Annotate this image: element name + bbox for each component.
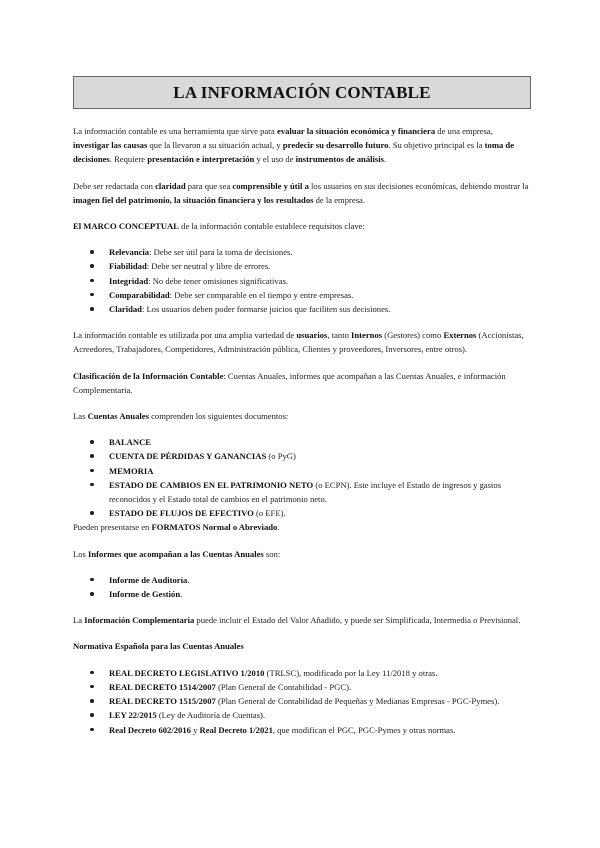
text: : Debe ser comparable en el tiempo y entre empresas. [169, 289, 354, 300]
text: , que modifican el PGC, PGC-Pymes y otras normas. [272, 724, 456, 735]
text: Los [73, 548, 89, 559]
bold-text: CUENTA DE PÉRDIDAS Y GANANCIAS [109, 451, 267, 462]
list-item [73, 464, 531, 478]
bold-text: REAL DECRETO 1515/2007 [109, 696, 216, 707]
text: (Plan General de Contabilidad de Pequeñas y Medianas Empresas - PGC-Pymes). [215, 696, 500, 707]
text: de una empresa, [435, 126, 493, 136]
bold-text: REAL DECRETO LEGISLATIVO 1/2010 [109, 667, 265, 678]
paragraph-complementaria [73, 613, 531, 627]
bold-text: Informes que acompañan a las Cuentas Anuales [88, 548, 264, 559]
text: (Accionistas, Acreedores, Trabajadores, Competidores, Administración pública, Clientes y proveedores, Inversores, entre otros). [73, 330, 524, 355]
bold-text: Clasificación de la Información Contable [73, 370, 224, 381]
list-documentos [73, 435, 531, 520]
text: los usuarios en sus decisiones económicas, debiendo mostrar la [308, 180, 529, 191]
document-page [73, 76, 531, 737]
text: Debe ser redactada con [73, 180, 156, 191]
bold-text: comprensible y útil a [232, 180, 309, 191]
bold-text: MEMORIA [109, 465, 154, 476]
text: : Los usuarios deben poder formarse juicios que faciliten sus decisiones. [141, 304, 391, 315]
bold-text: usuarios [296, 330, 328, 341]
text: : Cuentas Anuales, informes que acompañan a las Cuentas Anuales, e información Complementaria. [73, 370, 506, 395]
bold-text: LEY 22/2015 [109, 710, 157, 721]
list-item [73, 573, 531, 587]
document-title-text: LA INFORMACIÓN CONTABLE [173, 82, 431, 102]
list-item [73, 723, 531, 737]
paragraph-usuarios [73, 328, 531, 356]
text: (Plan General de Contabilidad - PGC). [215, 681, 352, 692]
paragraph-informes [73, 547, 531, 561]
paragraph-marco-conceptual [73, 219, 531, 233]
bold-text: instrumentos de análisis [295, 154, 384, 165]
list-item [73, 259, 531, 273]
bold-text: Externos [443, 330, 477, 341]
text: (TRLSC), modificado por la Ley 11/2018 y otras. [264, 667, 438, 678]
text: para que sea [185, 180, 233, 191]
paragraph-definition [73, 124, 531, 167]
bold-text: investigar las causas [73, 140, 148, 151]
text: . [187, 574, 190, 585]
list-item [73, 288, 531, 302]
text: (o PyG) [266, 451, 296, 462]
bold-text: Normativa Española para las Cuentas Anuales [73, 641, 244, 652]
list-item [73, 302, 531, 316]
bold-text: ESTADO DE FLUJOS DE EFECTIVO [109, 508, 254, 519]
bold-text: Relevancia [109, 247, 150, 258]
bold-text: predecir su desarrollo futuro [282, 140, 389, 151]
list-item [73, 506, 531, 520]
bold-text: Real Decreto 1/2021 [199, 724, 273, 735]
text: puede incluir el Estado del Valor Añadido, y puede ser Simplificada, Intermedia o Previsional. [194, 615, 521, 626]
text: Pueden presentarse en [73, 522, 152, 533]
text: . Requiere [109, 154, 148, 165]
list-item [73, 587, 531, 601]
list-item [73, 478, 531, 506]
bold-text: Informe de Auditoría [109, 574, 188, 585]
text: y el uso de [254, 154, 296, 165]
paragraph-claridad [73, 179, 531, 207]
text: (o ECPN). Este incluye el Estado de ingresos y gastos reconocidos y el Estado total de cambios en el patrimonio neto. [109, 479, 502, 505]
text: La información contable es utilizada por una amplia variedad de [73, 330, 297, 341]
bold-text: Real Decreto 602/2016 [109, 724, 191, 735]
paragraph-clasificacion [73, 369, 531, 397]
text: (Gestores) como [382, 330, 444, 341]
bold-text: evaluar la situación económica y financiera [277, 126, 436, 136]
list-requisitos [73, 245, 531, 316]
bold-text: BALANCE [109, 437, 152, 448]
text: (o EFE). [253, 508, 286, 519]
paragraph-cuentas-anuales [73, 409, 531, 423]
bold-text: toma de decisiones [73, 140, 515, 165]
text: comprenden los siguientes documentos: [148, 411, 289, 422]
bold-text: Cuentas Anuales [87, 411, 149, 422]
text: : Debe ser útil para la toma de decisiones. [149, 247, 293, 258]
text: de la empresa. [313, 194, 366, 205]
bold-text: Comparabilidad [109, 289, 170, 300]
bold-text: presentación e interpretación [147, 154, 255, 165]
text: La [73, 615, 85, 626]
text: : Debe ser neutral y libre de errores. [146, 261, 271, 272]
document-title [73, 76, 531, 109]
text: La información contable es una herramienta que sirve para [73, 126, 278, 136]
text: . Su objetivo principal es la [388, 140, 485, 151]
text: Las [73, 411, 88, 422]
text: . [383, 154, 387, 165]
bold-text: Fiabilidad [109, 261, 147, 272]
bold-text: Claridad [109, 304, 142, 315]
bold-text: Informe de Gestión [109, 589, 181, 600]
text: . [277, 522, 280, 533]
paragraph-formatos [73, 520, 531, 534]
text: son: [263, 548, 281, 559]
text: . [180, 589, 183, 600]
bold-text: imagen fiel del patrimonio, la situación financiera y los resultados [73, 194, 314, 205]
list-item [73, 680, 531, 694]
bold-text: Integridad [109, 275, 149, 286]
text: (Ley de Auditoría de Cuentas). [156, 710, 266, 721]
bold-text: El MARCO CONCEPTUAL [73, 221, 179, 232]
list-normativa [73, 666, 531, 737]
list-item [73, 245, 531, 259]
list-item [73, 274, 531, 288]
bold-text: FORMATOS Normal o Abreviado [151, 522, 278, 533]
bold-text: claridad [155, 180, 186, 191]
bold-text: REAL DECRETO 1514/2007 [109, 681, 216, 692]
list-item [73, 449, 531, 463]
text: que la llevaron a su situación actual, y [147, 140, 283, 151]
list-item [73, 708, 531, 722]
list-item [73, 435, 531, 449]
text: : No debe tener omisiones significativas. [148, 275, 289, 286]
section-heading-normativa [73, 639, 531, 653]
list-item [73, 666, 531, 680]
bold-text: ESTADO DE CAMBIOS EN EL PATRIMONIO NETO [109, 479, 314, 490]
list-item [73, 694, 531, 708]
list-informes [73, 573, 531, 601]
text: de la información contable establece requisitos clave: [179, 221, 365, 232]
text: , tanto [327, 330, 352, 341]
bold-text: Información Complementaria [84, 615, 195, 626]
text: y [190, 724, 200, 735]
bold-text: Internos [351, 330, 383, 341]
